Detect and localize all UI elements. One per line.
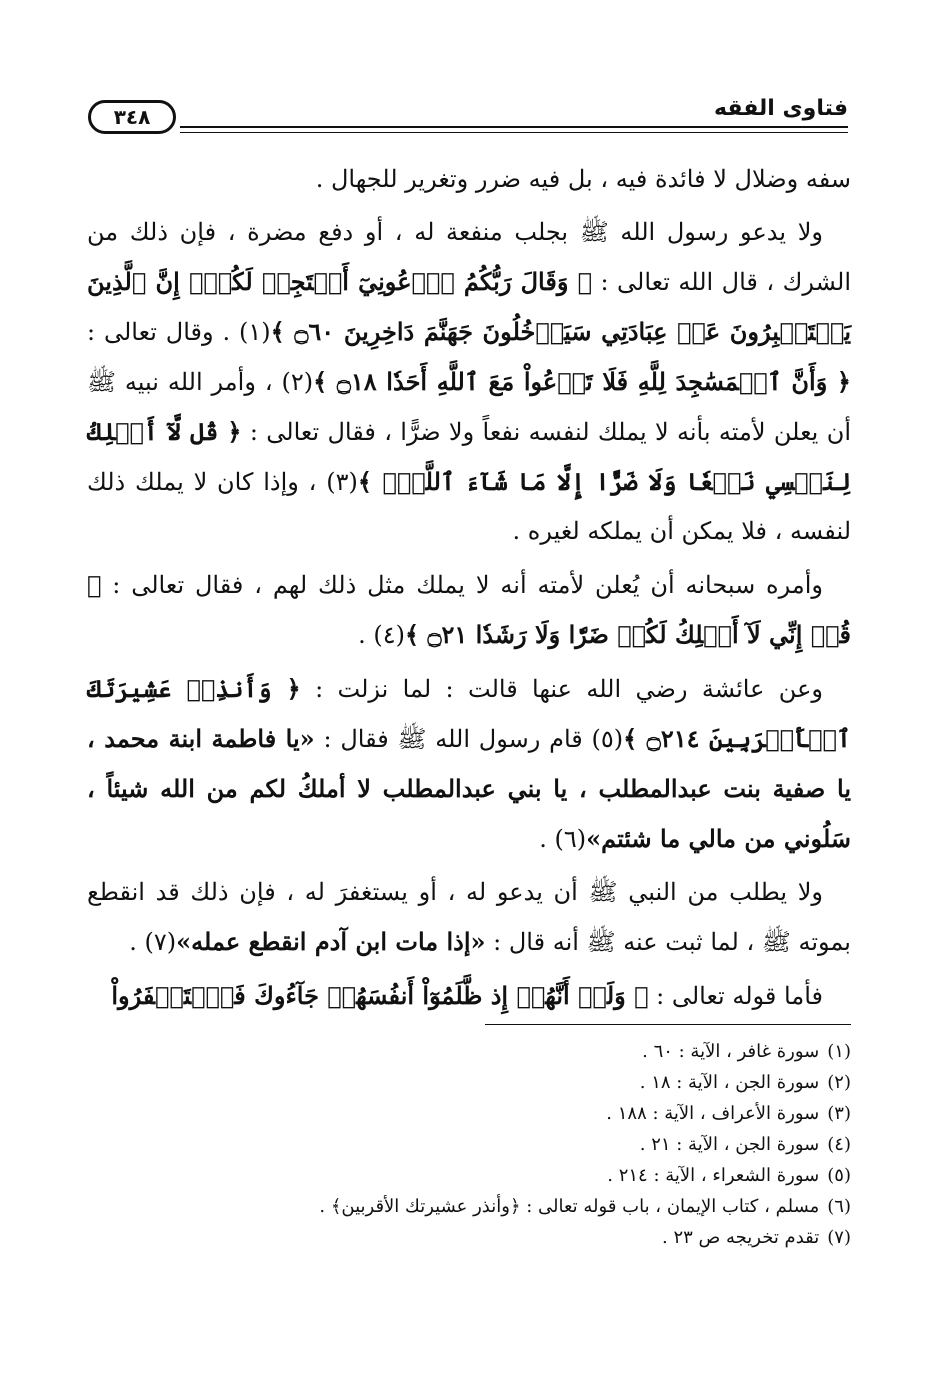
footnote-item [87,1098,851,1129]
footnote-text: سورة الجن ، الآية : ١٨ . [639,1072,820,1093]
footnote-item [87,1036,851,1067]
footnote-ref: (١) . وقال تعالى : [87,318,271,346]
footnote-number: (١) [827,1041,851,1062]
paragraph-6 [87,971,851,1021]
quran-verse: ﴿ قُل لَّآ أَمۡلِكُ لِنَفۡسِي نَفۡعٗا وَلَا ضَرًّا إِلَّا مَا شَآءَ ٱللَّهُۚ ﴾ [87,417,852,496]
footnote-ref: (٦) . [539,825,587,853]
quran-verse: ﴿ وَأَنَّ ٱلۡمَسَٰجِدَ لِلَّهِ فَلَا تَدۡعُواْ مَعَ ٱللَّهِ أَحَدٗا ۝١٨ ﴾ [313,367,851,396]
paragraph-5 [87,868,851,967]
hadith-quote: «إذا مات ابن آدم انقطع عمله» [176,927,486,956]
footnote-number: (٢) [827,1072,851,1093]
text: سفه وضلال لا فائدة فيه ، بل فيه ضرر وتغرير للجهال . [315,165,851,193]
footnote-item [87,1191,851,1222]
quran-verse: ﴿ قُلۡ إِنِّي لَآ أَمۡلِكُ لَكُمۡ ضَرّٗا وَلَا رَشَدٗا ۝٢١ ﴾ [87,570,851,649]
footnote-text: سورة غافر ، الآية : ٦٠ . [642,1041,820,1062]
footnote-number: (٥) [827,1165,851,1186]
footnote-ref: (٥) قام رسول الله ﷺ فقال : [323,725,624,753]
footnote-item [87,1222,851,1253]
footnote-ref: (٢) ، وأمر الله نبيه ﷺ أن يعلن لأمته بأنه لا يملك لنفسه نفعاً ولا ضرًّا ، فقال تعالى : [87,368,852,446]
footnote-text: سورة الجن ، الآية : ٢١ . [639,1134,820,1155]
quran-verse: ﴿ وَلَوۡ أَنَّهُمۡ إِذ ظَّلَمُوٓاْ أَنفُسَهُمۡ جَآءُوكَ فَٱسۡتَغۡفَرُواْ [111,981,649,1010]
quran-verse: ﴿ وَأَنذِرۡ عَشِيرَتَكَ ٱلۡأَقۡرَبِينَ ۝٢١٤ ﴾ [87,674,851,753]
page-number-badge: ٣٤٨ [88,100,176,134]
footnote-ref: (٤) . [358,621,406,649]
footnote-item [87,1067,851,1098]
footnotes-list [87,1036,851,1253]
header-rule [180,126,848,128]
text: وأمره سبحانه أن يُعلن لأمته أنه لا يملك مثل ذلك لهم ، فقال تعالى : [112,571,823,599]
footnote-ref: (٧) . [129,928,177,956]
footnote-number: (٣) [827,1103,851,1124]
paragraph-1 [87,155,851,204]
footnote-number: (٧) [827,1227,851,1248]
footnote-separator [485,1024,851,1025]
text: ولا يطلب من النبي ﷺ أن يدعو له ، أو يستغفرَ له ، فإن ذلك قد انقطع بموته ﷺ ، لما ثبت عنه ﷺ أنه قال : [87,878,851,956]
paragraph-2 [87,208,851,556]
footnote-ref: (٣) ، وإذا كان لا يملك ذلك لنفسه ، فلا يمكن أن يملكه لغيره . [87,468,851,545]
footnote-text: سورة الشعراء ، الآية : ٢١٤ . [607,1165,820,1186]
footnote-item [87,1160,851,1191]
footnote-number: (٤) [827,1134,851,1155]
footnote-text: مسلم ، كتاب الإيمان ، باب قوله تعالى : ﴿وأنذر عشيرتك الأقربين﴾ . [319,1196,820,1217]
footnote-text: سورة الأعراف ، الآية : ١٨٨ . [606,1103,820,1124]
text: فأما قوله تعالى : [656,982,823,1010]
header-rule-thin [180,132,848,133]
footnote-number: (٦) [827,1196,851,1217]
hadith-quote: «يا فاطمة ابنة محمد ، يا صفية بنت عبدالمطلب ، يا بني عبدالمطلب لا أملكُ لكم من الله شيئاً ، سَلُوني من مالي ما شئتم» [87,724,851,853]
page-header [88,96,848,148]
paragraph-4 [87,664,851,864]
text: وعن عائشة رضي الله عنها قالت : لما نزلت : [315,675,823,703]
footnote-text: تقدم تخريجه ص ٢٣ . [661,1227,820,1248]
paragraph-3 [87,560,851,660]
text: ولا يدعو رسول الله ﷺ بجلب منفعة له ، أو دفع مضرة ، فإن ذلك من الشرك ، قال الله تعالى : [87,218,851,296]
quran-verse: ﴿ وَقَالَ رَبُّكُمُ ٱدۡعُونِيٓ أَسۡتَجِبۡ لَكُمۡۚ إِنَّ ٱلَّذِينَ يَسۡتَكۡبِرُونَ عَنۡ عِبَادَتِي سَيَدۡخُلُونَ جَهَنَّمَ دَاخِرِينَ ۝٦٠ ﴾ [87,267,851,346]
running-title: فتاوى الفقه [714,96,848,121]
main-text [87,155,851,1025]
footnote-item [87,1129,851,1160]
